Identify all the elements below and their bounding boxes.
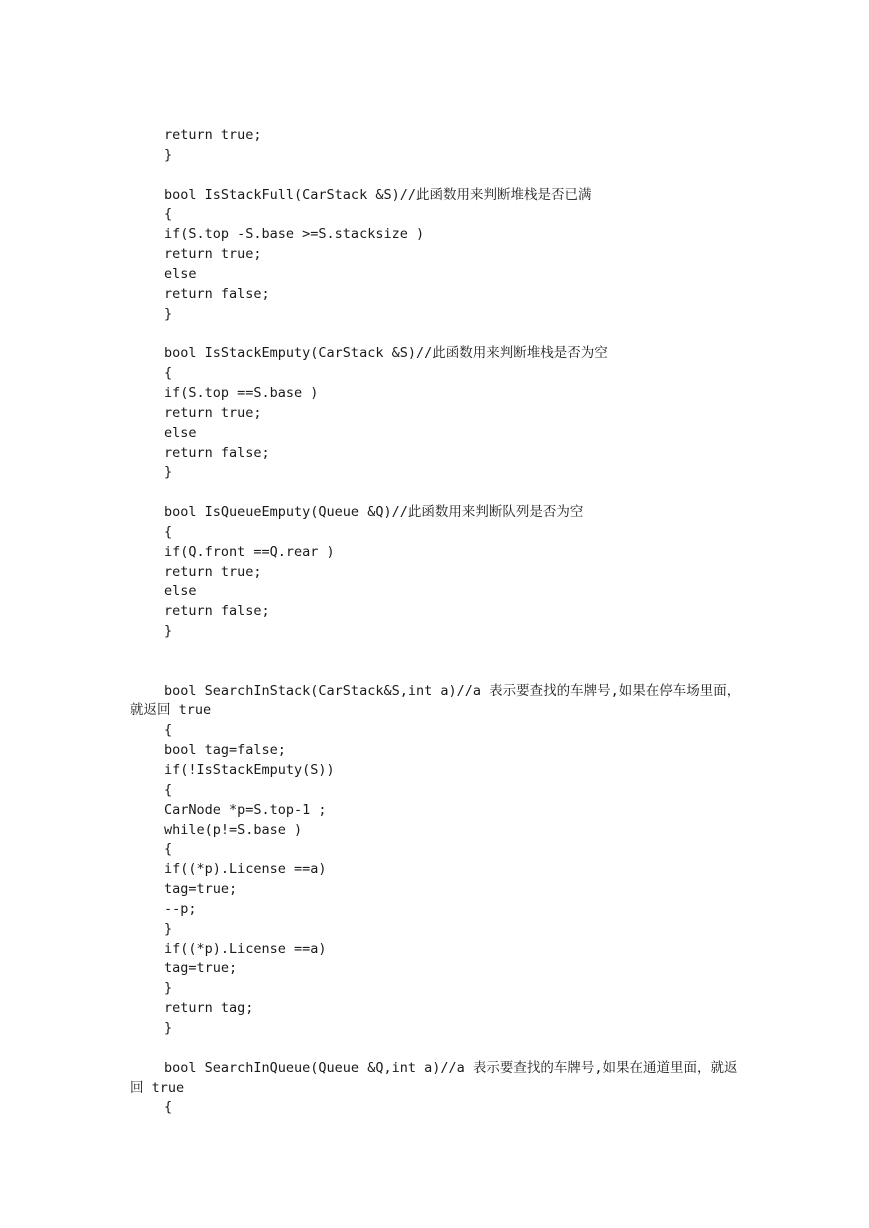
code-line: } <box>164 464 173 481</box>
code-line: return true; <box>164 246 262 263</box>
code-line: if(S.top -S.base >=S.stacksize ) <box>164 226 425 243</box>
blank-line <box>164 1039 764 1059</box>
blank-line <box>164 642 764 682</box>
code-line: return true; <box>164 127 262 143</box>
code-line: if(Q.front ==Q.rear ) <box>164 543 335 560</box>
code-line: } <box>164 146 173 163</box>
code-line: bool IsStackFull(CarStack &S)//此函数用来判断堆栈是否已满 <box>164 186 592 203</box>
code-line: if((*p).License ==a) <box>164 940 327 957</box>
code-line: tag=true; <box>164 881 238 898</box>
code-line: --p; <box>164 900 197 917</box>
code-line: else <box>164 265 197 282</box>
code-line: if(!IsStackEmputy(S)) <box>164 762 335 778</box>
code-line: return true; <box>164 563 262 580</box>
code-line: { <box>164 1099 173 1116</box>
code-line: CarNode *p=S.top-1 ; <box>164 801 327 818</box>
code-line: } <box>164 920 173 937</box>
code-line: { <box>164 523 173 540</box>
code-line: bool IsStackEmputy(CarStack &S)//此函数用来判断堆栈是否为空 <box>164 345 608 362</box>
code-line: return false; <box>164 603 270 620</box>
code-line: } <box>164 623 173 640</box>
code-block <box>130 126 764 1118</box>
code-line: else <box>164 583 197 600</box>
code-line: return tag; <box>164 1000 254 1017</box>
code-line: if((*p).License ==a) <box>164 861 327 878</box>
code-line: bool tag=false; <box>164 742 286 759</box>
code-line-wrapped: bool SearchInStack(CarStack&S,int a)//a 表示要查找的车牌号,如果在停车场里面，就返回 true <box>130 682 741 719</box>
code-line: { <box>164 841 173 858</box>
code-line: { <box>164 722 173 739</box>
code-line: return false; <box>164 285 270 302</box>
code-line: { <box>164 206 173 223</box>
blank-line <box>164 324 764 344</box>
code-line: if(S.top ==S.base ) <box>164 384 319 401</box>
code-line: { <box>164 365 173 382</box>
code-line: { <box>164 781 173 798</box>
code-line-wrapped: bool SearchInQueue(Queue &Q,int a)//a 表示要查找的车牌号,如果在通道里面，就返回 true <box>130 1059 738 1096</box>
code-line: else <box>164 424 197 441</box>
code-line: } <box>164 305 173 322</box>
blank-line <box>164 483 764 503</box>
code-line: tag=true; <box>164 960 238 977</box>
code-line: } <box>164 980 173 997</box>
code-line: while(p!=S.base ) <box>164 821 303 838</box>
code-line: } <box>164 1019 173 1036</box>
code-line: return false; <box>164 444 270 461</box>
blank-line <box>164 166 764 186</box>
code-line: bool IsQueueEmputy(Queue &Q)//此函数用来判断队列是否为空 <box>164 504 584 521</box>
code-line: return true; <box>164 404 262 421</box>
